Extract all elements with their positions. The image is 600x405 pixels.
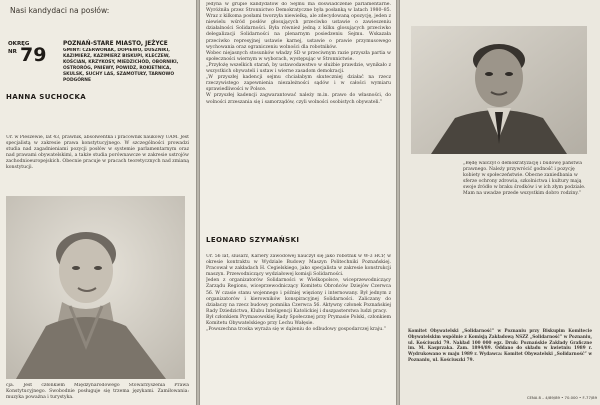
- district-label-line2: NR: [8, 49, 17, 55]
- candidate-2-photo: [411, 26, 587, 154]
- candidate-photo: [6, 196, 185, 379]
- candidate-name: HANNA SUCHOCKA: [6, 93, 87, 101]
- candidate-2-bio: Ur. 56 lat, ślusarz, Kariery zawodowej nauczył się jako robotnik w W-3 HCP, w okresie kontraktu w Wydziale Budowy Maszyn Politechniki Poznańskiej. Pracował w zakładach H. Cegielskiego, jako specjalista w zakresie konstrukcji maszyn. Przewodniczący wydziałowej komisji Solidarności. Jeden z organizatorów Solidarności w Wielkopolsce, wiceprzewodniczący Zarządu Regionu, wiceprzewodniczący Komitetu Obrońców Dziejów Czerwca 56. W czasie stanu wojennego i później więziony i internowany. Był jednym z organizatorów i kierowników konspiracyjnej Solidarności. Zaliczany do działaczy na rzecz budowy pomnika Czerwca 56. Aktywny członek Poznańskiej Rady Dziedzictwa, Klubu Inteligencji Katolickiej i duszpasterstwa ludzi pracy. Był członkiem Prymasowskiej Rady Społecznej przy Prymasie Polski, członkiem Komitetu Obywatelskiego przy Lechu Wałęsie. „Powszechna troska wyraża się w dążeniu do odbudowy gospodarczej kraju.”: [206, 254, 391, 333]
- right-page: [400, 0, 600, 405]
- imprint: Komitet Obywatelski „Solidarność” w Poznaniu przy Biskupim Komitecie Obywatelskim wspólnie z Komisją Zakładową NSZZ „Solidarność” w Poznaniu, ul. Kościuszki 79. Nakład 100 000 egz. Druk: Poznańskie Zakłady Graficzne im. M. Kasprzaka. Zam. 1894/89. Oddano do składu w kwietniu 1989 r. Wydrukowano w maju 1989 r. Wydawca: Komitet Obywatelski „Solidarność” w Poznaniu, ul. Kościuszki 79.: [408, 328, 592, 362]
- left-page: [0, 0, 196, 405]
- candidate-name-2: LEONARD SZYMAŃSKI: [206, 236, 300, 244]
- candidate-bio-top: Ur. w Pleszewie, lat 43, prawnik, absolwentka i pracownik naukowy UAM. Jest specjalistą w zakresie prawa konstytucyjnego. W szczególności prowadzi studia nad zagadnieniami pozycji posłów w systemie parlamentarnym oraz nad prawami obywatelskimi, a także studia porównawcze w zakresie ustrojów zachodnioeuropejskich. Obecnie pracuje w pracach teoretycznych nad zmianą konstytucji.: [6, 135, 189, 171]
- candidate-bio-bottom: cja. Jest członkiem Międzynarodowego Stowarzyszenia Prawa Konstytucyjnego. Swobodnie posługuje się trzema językami. Zamiłowania: muzyka poważna i turystyka.: [6, 383, 189, 401]
- footer-code: CENA 8 – 4/89/89 • 70.000 • F-77/89: [526, 395, 597, 400]
- page-header: Nasi kandydaci na posłów:: [10, 6, 110, 15]
- district-title: POZNAŃ-STARE MIASTO, JEŻYCE: [63, 41, 168, 47]
- district-towns: GMINY: CZERWONAK, DOPIEWO, DUSZNIKI, KAZIMIERZ, KAZIMIERZ BISKUPI, KLECZEW, KOŚCIAN, KRZYKOSY, MIEDZICHÓD, OBORNIKI, OSTRORÓG, PNIEWY, POWIDZ, ROKIETNICA, SKULSK, SUCHY LAS, SZAMOTUŁY, TARNOWO PODGÓRNE: [63, 48, 179, 83]
- portrait-photo-2: [411, 26, 587, 154]
- portrait-photo: [6, 196, 185, 379]
- middle-text-top: Jedyna w grupie kandydatów do Sejmu ma doświadczenie parlamentarne. Wyróżniła przez Stronnictwo Demokratyczne była posłanką w latach 1980–85. Wraz z kilkoma posłami tworzyła niewielką, ale zdecydowaną opozycję, jeden z niewielu wśród posłów głosujących przeciwko ustawie o zawieszeniu działalności Solidarności. Była również jedną z kilku glosujących przeciwko delegalizacji Solidarności na plenarnym posiedzeniu Sejmu. Wskazała przeciwko represyjnej ustawie karnej, ustawie o prawie przymusowego wychowania oraz ograniczeniu wolności dla robotników. Wobec niejasnych stosunków władzy SD w przeciwnym razie przyszła partia w społeczności wiernym w wyborach, występując w Stronnictwie. „Przyłożę wszelkich starań, by ustawodawstwo w służbie prawdzie, wynikało z wszystkich obywateli i ustaw i wierne zasadom demokracji. „W przyszłej kadencji sejmu chciałabym skuteczniej działać na rzecz rzeczywistego zapewnienia niezależności sądów i w całości wymiaru sprawiedliwości w Polsce. W przyszłej kadencji zagwarantować należy m.in. prawo do własności, do wolności zrzeszania się i samorządów, czyli wolności osobistych obywateli.”: [206, 2, 391, 105]
- district-label-line1: OKRĘG: [8, 41, 30, 47]
- candidate-2-quote: „Będę walczył o demokratyzację i budowę państwa prawnego. Należy przywrócić godność i pozycję kobiety w społeczeństwie. Obecne zaniedbania w sferze ochrony zdrowia, szkolnictwa i kultury mają swoje źródło w braku środków i w ich złym podziale. Mam na uwadze przede wszystkim dobro rodziny.”: [463, 161, 586, 197]
- district-number: 79: [20, 44, 47, 66]
- middle-page: [200, 0, 396, 405]
